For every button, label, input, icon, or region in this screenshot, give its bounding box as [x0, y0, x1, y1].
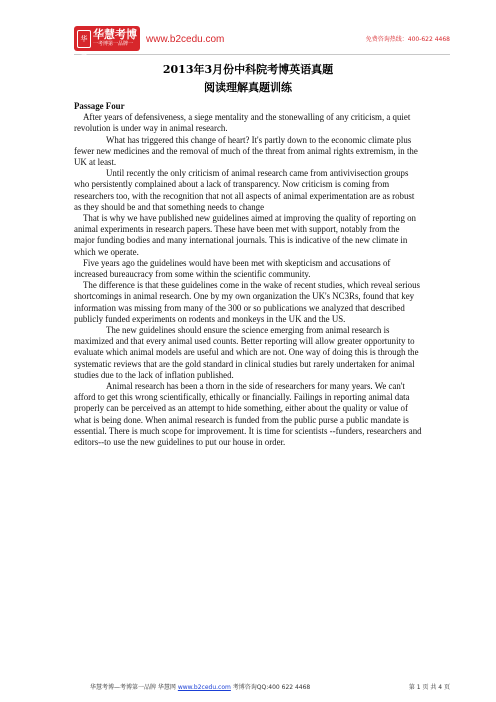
paragraph-8: Animal research has been a thorn in the side of researchers for many years. We can't afford to get this wrong scientifically, ethically or financially. Failings in reporting animal data properly can be perceived as an attempt to hide something, either about the quality or value of what is being done. When animal research is funded from the public purse a public mandate is essential. There is much scope for improvement. It is time for scientists --funders, researchers and editors--to use the new guidelines to put our house in order. [74, 381, 422, 448]
footer-url-link[interactable]: www.b2cedu.com [177, 684, 231, 691]
passage-title: Passage Four [74, 101, 125, 111]
logo-tagline: 一考博第一品牌一 [93, 41, 134, 47]
document-title: 2013年3月份中科院考博英语真题 [162, 63, 334, 76]
footer-brand-text: 华慧考博—考博第一品牌 华慧网 [90, 684, 176, 691]
paragraph-3: Until recently the only criticism of animal research came from antivivisection groups who persistently complained about a lack of transparency. Now criticism is coming from researchers too, with the recognition that not all aspects of animal experimentation are as robust as they should be and that something needs to change [74, 168, 415, 212]
site-url-link[interactable]: www.b2cedu.com [146, 34, 225, 45]
paragraph-4: That is why we have published new guidelines aimed at improving the quality of reporting on animal experiments in research papers. These have been met with support, notably from the major funding bodies and many international journals. This is indicative of the new climate in which we operate. [74, 213, 416, 257]
logo-mark-icon: 华慧 [77, 30, 91, 48]
paragraph-2: What has triggered this change of heart? It's partly down to the economic climate plus fewer new medicines and the removal of much of the threat from animal rights extremism, in the UK at least. [74, 134, 418, 168]
paragraph-5: Five years ago the guidelines would have been met with skepticism and accusations of increased bureaucracy from some within the scientific community. [74, 257, 391, 280]
passage-body [74, 101, 422, 448]
huahui-logo[interactable] [74, 26, 140, 59]
page-footer [74, 682, 450, 693]
logo-name: 华慧考博 [93, 28, 137, 41]
footer-info [90, 682, 310, 693]
paragraph-6: The difference is that these guidelines come in the wake of recent studies, which reveal serious shortcomings in animal research. One by my own organization the UK's NC3Rs, found that key information was missing from many of the 300 or so publications we analyzed that described publicly funded experiments on rodents and monkeys in the UK and the US. [74, 280, 420, 324]
footer-consult-text: 考博咨询QQ:400 622 4468 [232, 684, 311, 691]
paragraph-1: After years of defensiveness, a siege mentality and the stonewalling of any criticism, a quiet revolution is under way in animal research. [74, 112, 411, 134]
page-header [74, 24, 450, 59]
page-number: 第 1 页 共 4 页 [408, 684, 450, 691]
paragraph-7: The new guidelines should ensure the science emerging from animal research is maximized and that every animal used counts. Better reporting will allow greater opportunity to evaluate which animal models are useful and which are not. One way of doing this is through the systematic reviews that are the gold standard in clinical studies but rarely undertaken for animal studies due to the lack of inflation published. [74, 325, 419, 380]
hotline-text: 免费咨询热线：400-622 4468 [365, 36, 450, 43]
document-subtitle: 阅读理解真题训练 [204, 81, 292, 94]
